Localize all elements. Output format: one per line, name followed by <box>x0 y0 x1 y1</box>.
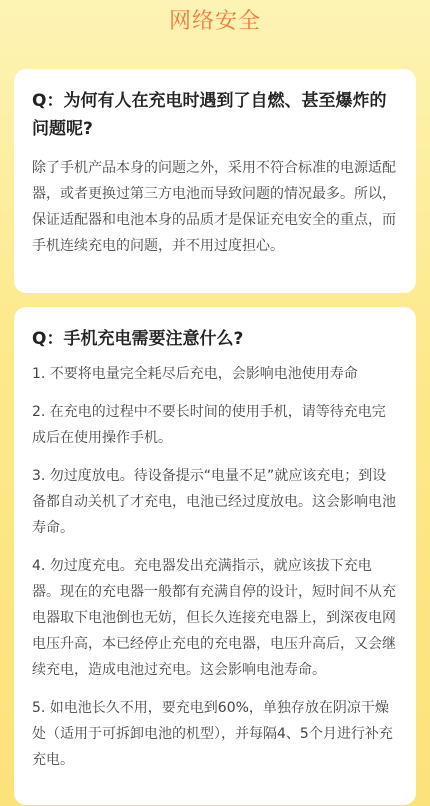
tip-item: 5. 如电池长久不用，要充电到60%，单独存放在阴凉干燥处（适用于可拆卸电池的机型），并每隔4、5个月进行补充充电。 <box>32 700 393 768</box>
faq-question: Q：手机充电需要注意什么? <box>32 329 244 349</box>
tip-item: 2. 在充电的过程中不要长时间的使用手机，请等待充电完成后在使用操作手机。 <box>32 404 386 446</box>
tip-item: 4. 勿过度充电。充电器发出充满指示，就应该拔下充电器。现在的充电器一般都有充满自停的设计，短时间不从充电器取下电池倒也无妨，但长久连接充电器上，到深夜电网电压升高，本已经停止充电的充电器，电压升高后，又会继续充电，造成电池过充电。这会影响电池寿命。 <box>32 558 396 678</box>
tip-item: 3. 勿过度放电。待设备提示“电量不足”就应该充电；到设备都自动关机了才充电，电池已经过度放电。这会影响电池寿命。 <box>32 468 396 536</box>
page-title: 网络安全 <box>168 9 261 34</box>
faq-question: Q：为何有人在充电时遇到了自燃、甚至爆炸的问题呢? <box>32 91 387 139</box>
faq-card-self-ignition <box>14 69 416 293</box>
tip-item: 1. 不要将电量完全耗尽后充电，会影响电池使用寿命 <box>32 366 358 382</box>
faq-answer: 除了手机产品本身的问题之外，采用不符合标准的电源适配器，或者更换过第三方电池而导致问题的情况最多。所以，保证适配器和电池本身的品质才是保证充电安全的重点，而手机连续充电的问题，并不用过度担心。 <box>32 160 396 254</box>
faq-card-charging-tips <box>14 307 416 805</box>
